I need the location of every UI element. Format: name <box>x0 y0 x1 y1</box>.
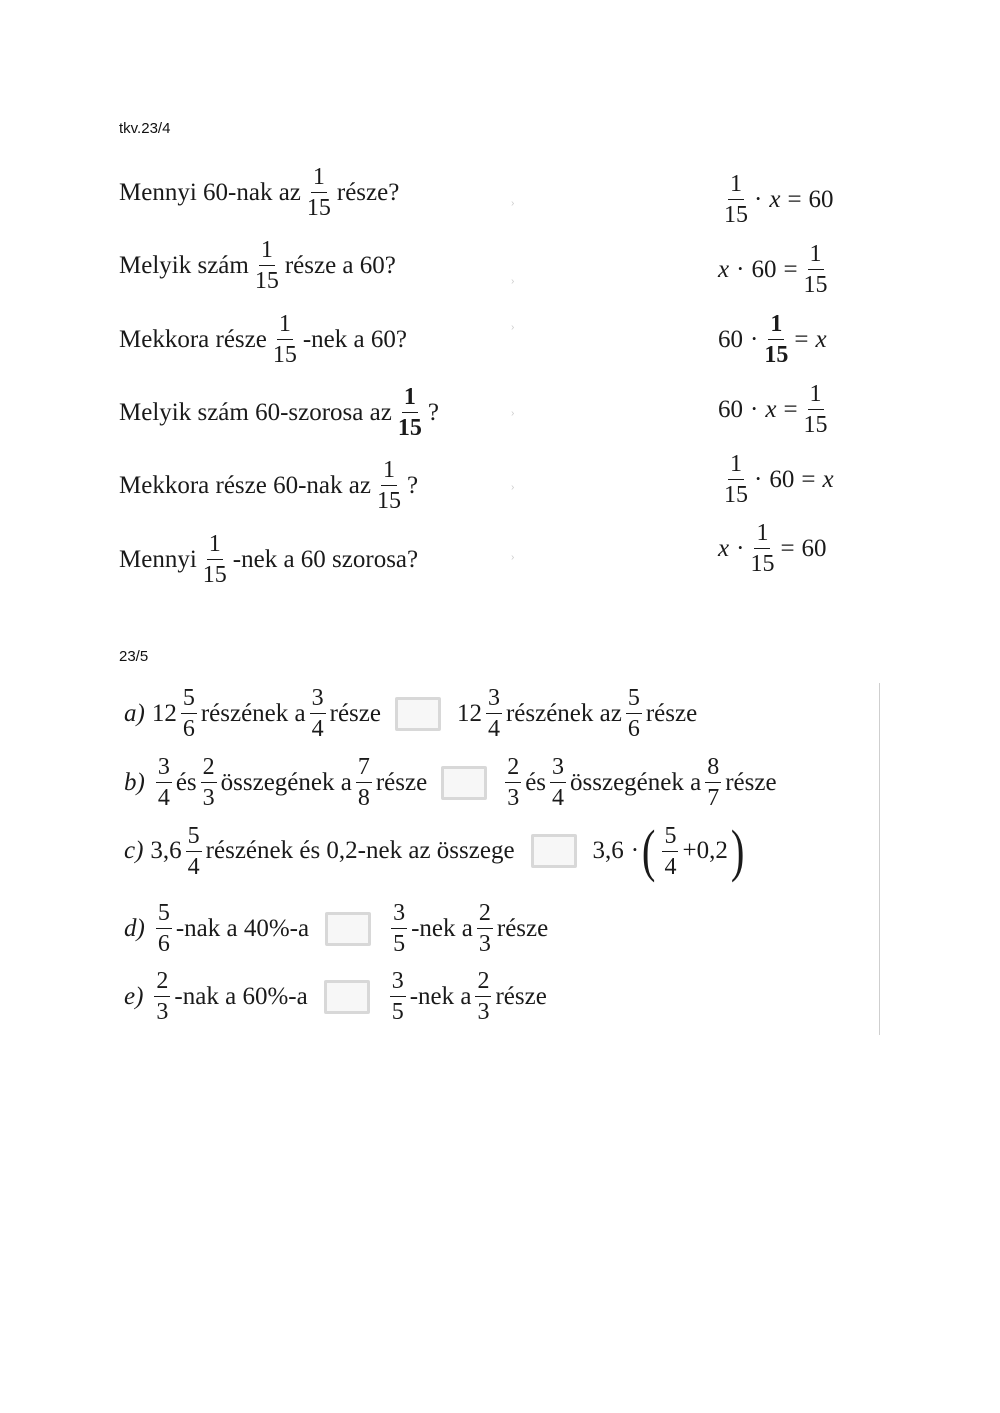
row-letter: a) <box>124 699 145 727</box>
text: -nak a 40%-a <box>175 914 310 942</box>
value: 60 <box>718 395 743 423</box>
value: 12 <box>456 699 482 727</box>
fraction: $\frac{3}{5}$ <box>393 900 406 957</box>
fraction: $\frac{1}{15}$ <box>803 241 828 298</box>
variable: x <box>718 255 730 283</box>
operator: · <box>736 534 745 562</box>
question-4 <box>119 385 439 440</box>
fraction: $\frac{2}{3}$ <box>477 968 490 1025</box>
drag-marker: › <box>511 408 515 419</box>
value: 12 <box>151 699 177 727</box>
text: -nek a <box>409 982 472 1010</box>
value: 60 <box>801 534 827 562</box>
fraction: $\frac{1}{15}$ <box>724 171 748 228</box>
fraction: $\frac{5}{4}$ <box>187 822 200 880</box>
fraction: $\frac{1}{15}$ <box>202 531 227 588</box>
fraction: $\frac{5}{6}$ <box>627 685 640 742</box>
text: összegének a <box>220 768 352 796</box>
question-text: része? <box>336 178 400 206</box>
row-letter: b) <box>124 768 145 796</box>
equals: = <box>783 395 798 423</box>
value: 60 <box>751 255 777 283</box>
fraction: $\frac{3}{5}$ <box>391 968 404 1025</box>
fraction: $\frac{2}{3}$ <box>478 900 491 957</box>
text: -nak a 60%-a <box>174 982 308 1010</box>
section-label-23-5: 23/5 <box>119 648 149 665</box>
text: összegének a <box>570 768 702 796</box>
right-paren: ) <box>730 818 745 883</box>
text: része <box>329 699 381 727</box>
comparison-row-e <box>124 969 547 1024</box>
fraction: $\frac{7}{8}$ <box>357 754 370 811</box>
answer-dropbox-b[interactable] <box>441 766 487 800</box>
question-5 <box>119 458 418 513</box>
fraction: $\frac{1}{15}$ <box>764 311 789 368</box>
variable: x <box>822 465 834 493</box>
question-text: Melyik szám <box>119 251 249 279</box>
fraction: $\frac{1}{15}$ <box>254 237 279 294</box>
operator: + <box>682 837 697 864</box>
text: része <box>725 768 777 796</box>
value: 3,6 <box>150 837 182 864</box>
fraction: $\frac{2}{3}$ <box>202 754 215 811</box>
operator: · <box>750 325 759 353</box>
equals: = <box>787 185 802 213</box>
text: része <box>375 768 428 796</box>
drag-marker: › <box>511 482 515 493</box>
fraction: $\frac{1}{15}$ <box>397 384 422 441</box>
question-text: ? <box>406 471 419 499</box>
left-paren: ( <box>642 818 656 883</box>
answer-dropbox-a[interactable] <box>395 697 441 731</box>
text: része <box>495 982 547 1010</box>
text: részének és 0,2-nek az összege <box>205 837 515 864</box>
comparison-row-c <box>124 818 747 883</box>
fraction: $\frac{3}{4}$ <box>552 754 565 811</box>
fraction: $\frac{8}{7}$ <box>707 754 720 811</box>
equation-1[interactable] <box>718 172 834 227</box>
fraction: $\frac{5}{4}$ <box>664 822 677 880</box>
equation-6[interactable] <box>718 521 827 576</box>
text: részének a <box>200 699 306 727</box>
value: 3,6 <box>592 837 624 864</box>
answer-dropbox-c[interactable] <box>531 834 577 868</box>
question-1 <box>119 165 399 220</box>
fraction: $\frac{3}{4}$ <box>157 754 170 811</box>
comparison-row-d <box>124 901 548 956</box>
question-text: része a 60? <box>284 251 396 279</box>
question-text: Mekkora része <box>119 325 267 353</box>
question-text: ? <box>427 398 439 426</box>
operator: · <box>750 395 759 423</box>
variable: x <box>769 185 781 213</box>
question-text: Mekkora része 60-nak az <box>119 471 371 499</box>
section-label-23-4: tkv.23/4 <box>119 120 171 137</box>
fraction: $\frac{2}{3}$ <box>156 968 169 1025</box>
value: 60 <box>808 185 834 213</box>
text: -nek a <box>411 914 473 942</box>
drag-marker: › <box>511 322 515 333</box>
question-text: Mennyi 60-nak az <box>119 178 301 206</box>
comparison-row-a <box>124 686 697 741</box>
variable: x <box>765 395 777 423</box>
operator: · <box>736 255 745 283</box>
fraction: $\frac{1}{15}$ <box>750 520 775 577</box>
fraction: $\frac{5}{6}$ <box>182 685 195 742</box>
fraction: $\frac{2}{3}$ <box>507 754 520 811</box>
text: része <box>645 699 698 727</box>
fraction: $\frac{3}{4}$ <box>487 685 500 742</box>
operator: · <box>630 837 640 864</box>
row-letter: d) <box>124 914 145 942</box>
fraction: $\frac{1}{15}$ <box>272 311 297 368</box>
text: és <box>525 768 547 796</box>
fraction: $\frac{1}{15}$ <box>306 164 331 221</box>
question-6 <box>119 532 418 587</box>
equation-4[interactable] <box>718 382 834 437</box>
fraction: $\frac{1}{15}$ <box>724 451 748 508</box>
value: 0,2 <box>696 837 728 864</box>
operator: · <box>754 185 763 213</box>
drag-marker: › <box>511 276 515 287</box>
comparison-row-b <box>124 755 777 810</box>
value: 60 <box>718 325 743 353</box>
answer-dropbox-d[interactable] <box>325 912 371 946</box>
text: részének az <box>505 699 622 727</box>
fraction: $\frac{3}{4}$ <box>311 685 324 742</box>
drag-marker: › <box>511 552 515 563</box>
equation-2[interactable] <box>718 242 834 297</box>
drag-marker: › <box>511 198 515 209</box>
equation-5[interactable] <box>718 452 834 507</box>
equals: = <box>794 325 809 353</box>
question-text: -nek a 60? <box>302 325 407 353</box>
value: 60 <box>769 465 795 493</box>
text: része <box>496 914 549 942</box>
fraction: $\frac{1}{15}$ <box>803 381 828 438</box>
fraction: $\frac{5}{6}$ <box>157 900 170 957</box>
variable: x <box>718 534 730 562</box>
answer-dropbox-e[interactable] <box>324 980 370 1014</box>
text: és <box>175 768 197 796</box>
equals: = <box>801 465 816 493</box>
row-letter: e) <box>124 982 144 1010</box>
equals: = <box>780 534 795 562</box>
equals: = <box>783 255 798 283</box>
fraction: $\frac{1}{15}$ <box>376 457 401 514</box>
question-text: Melyik szám 60-szorosa az <box>119 398 392 426</box>
equation-3[interactable] <box>718 312 827 367</box>
operator: · <box>754 465 763 493</box>
question-text: -nek a 60 szorosa? <box>232 545 419 573</box>
question-text: Mennyi <box>119 545 197 573</box>
question-2 <box>119 238 396 293</box>
row-letter: c) <box>124 837 144 864</box>
question-3 <box>119 312 407 367</box>
variable: x <box>815 325 827 353</box>
vertical-divider <box>879 683 880 1035</box>
